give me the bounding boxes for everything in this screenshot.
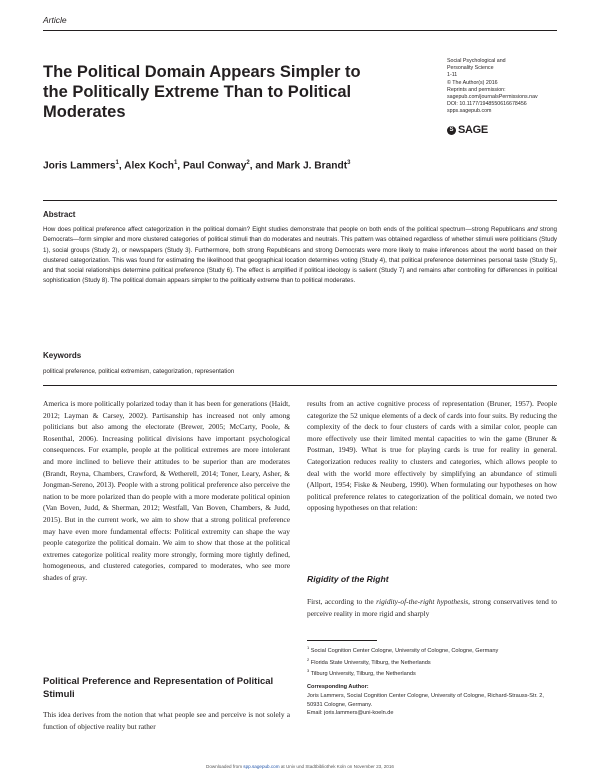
- journal-metadata: [447, 58, 559, 116]
- body-left-column: [43, 398, 290, 584]
- journal-meta-line: Social Psychological and: [447, 58, 506, 64]
- journal-meta-line[interactable]: sagepub.com/journalsPermissions.nav: [447, 94, 538, 101]
- journal-meta-line[interactable]: spps.sagepub.com: [447, 108, 492, 115]
- journal-meta-line: Personality Science: [447, 65, 494, 72]
- author-affiliation-marker: 1: [173, 160, 178, 166]
- subsection-heading: Rigidity of the Right: [307, 574, 389, 584]
- body-paragraph: This idea derives from the notion that what people see and perceive is not solely a function of objective reality but rather: [43, 710, 290, 731]
- affiliation-footnotes: [307, 644, 557, 679]
- journal-meta-line: 1-11: [447, 72, 458, 79]
- journal-meta-line: © The Author(s) 2016: [447, 79, 498, 86]
- footnote-item: $^2$ Florida State University, Tilburg, the Netherlands: [307, 656, 431, 666]
- author-name: Mark J. Brandt: [276, 160, 348, 172]
- body-right-column: [307, 398, 557, 514]
- top-divider: [43, 30, 557, 31]
- sage-logo-icon: S: [447, 126, 456, 135]
- body-paragraph: First, according to the rigidity-of-the-right hypothesis, strong conservatives tend to perceive reality in more rigid and sharply: [307, 597, 558, 618]
- author-affiliation-marker: 2: [246, 160, 250, 166]
- keywords-divider: [43, 385, 557, 386]
- publisher-name: SAGE: [458, 124, 488, 136]
- author-name: Paul Conway: [182, 160, 247, 172]
- section-heading: Political Preference and Representation of Political Stimuli: [43, 676, 274, 700]
- abstract-divider: [43, 200, 557, 201]
- keywords-heading: Keywords: [43, 351, 82, 360]
- download-notice: Downloaded from spp.sagepub.com at Univ und Stadtbibliothek Koln on November 23, 2016: [206, 764, 394, 769]
- article-type-label: Article: [43, 15, 67, 25]
- footnote-divider: [307, 640, 377, 641]
- body-paragraph: America is more politically polarized today than it has been for generations (Haidt, 2012; Layman & Carsey, 2002). Partisanship has increased not only among politicians but also among the electorate (Brewer, 2005; McCarty, Poole, & Rosenthal, 2006). Increasing political divisions have important psychological consequences. For example, people at the political extremes are more intolerant and more inclined to believe their attitudes to be superior than are moderates (Brandt, Reyna, Chambers, Crawford, & Wetherell, 2014; Toner, Leary, Asher, & Jongman-Sereno, 2013). People with a strong political preference also perceive the nation to be more polarized than do people with a more moderate political opinion (Van Boven, Judd, & Sherman, 2012; Westfall, Van Boven, Chambers, & Judd, 2015). But in the current work, we aim to show that a strong political preference may have even more fundamental effects: Political extremity can shape the way people categorize the political domain. We aim to show that those at the political extremes categorize political reality more strongly, forming more tightly defined, homogeneous, and clustered categories, compared to moderates, who see more shades of gray.: [43, 399, 290, 582]
- journal-meta-line: DOI: 10.1177/1948550616678456: [447, 101, 527, 108]
- author-affiliation-marker: 1: [115, 160, 119, 166]
- download-source-link[interactable]: spp.sagepub.com: [243, 764, 280, 769]
- author-affiliation-marker: 3: [347, 160, 351, 166]
- author-list: Joris Lammers$^1$, Alex Koch$^1$, Paul Conway$^2$, and Mark J. Brandt$^3$: [43, 160, 351, 172]
- body-right-column-continued: [307, 596, 557, 619]
- corresponding-author: [307, 683, 557, 718]
- author-name: Alex Koch: [124, 160, 174, 172]
- article-title: The Political Domain Appears Simpler to the Politically Extreme Than to Political Moderates: [43, 63, 361, 121]
- publisher-logo: [447, 124, 488, 136]
- footnote-item: $^1$ Social Cognition Center Cologne, University of Cologne, Cologne, Germany: [307, 645, 499, 654]
- footnote-item: $^3$ Tilburg University, Tilburg, the Netherlands: [307, 668, 416, 678]
- corresponding-author-address: Joris Lammers, Social Cognition Center Cologne, University of Cologne, Richard-Strauss-Str. 2, 50931 Cologne, Germany.: [307, 692, 544, 708]
- corresponding-author-heading: Corresponding Author:: [307, 684, 369, 690]
- author-name: Joris Lammers: [43, 160, 116, 172]
- keywords-text: political preference, political extremism, categorization, representation: [43, 368, 235, 375]
- journal-meta-line: Reprints and permission:: [447, 86, 506, 93]
- body-paragraph: results from an active cognitive process of representation (Bruner, 1957). People categorize the 52 unique elements of a deck of cards into four suits. By reducing the complexity of the deck to four clusters of cards with a similar color, people can more effectively use their limited mental capacities to win the game (Bruner & Postman, 1949). What is true for playing cards is true for reality in general. Categorization reduces reality to clusters and categories, which allows people to deal with the world more effectively by simplifying an abundance of stimuli (Allport, 1954; Fiske & Neuberg, 1990). When formulating our hypotheses on how political preference relates to categorization of the political domain, we noted two opposing hypotheses on that relation:: [307, 399, 557, 513]
- abstract-heading: Abstract: [43, 210, 76, 219]
- corresponding-author-email[interactable]: Email: joris.lammers@uni-koeln.de: [307, 710, 394, 717]
- abstract-text: How does political preference affect categorization in the political domain? Eight studies demonstrate that people on both ends of the political spectrum—strong Republicans and strong Democrats—form simpler and more clustered categories of political stimuli than do moderates and neutrals. This pattern was obtained regardless of whether stimuli were politicians (Study 1), social groups (Study 2), or newspapers (Study 3). Furthermore, both strong Republicans and strong Democrats were more likely to make inferences about the world based on their clustered categorization. This was found for estimating the likelihood that geographical location determines voting (Study 4), that political preference determines personal taste (Study 5), and that social relationships determine political preference (Study 6). The effect is amplified if political ideology is salient (Study 7) and remains after controlling for differences in political sophistication (Study 8). The political domain appears simpler to the politically extreme than to political moderates.: [43, 226, 557, 285]
- body-left-column-continued: [43, 709, 290, 732]
